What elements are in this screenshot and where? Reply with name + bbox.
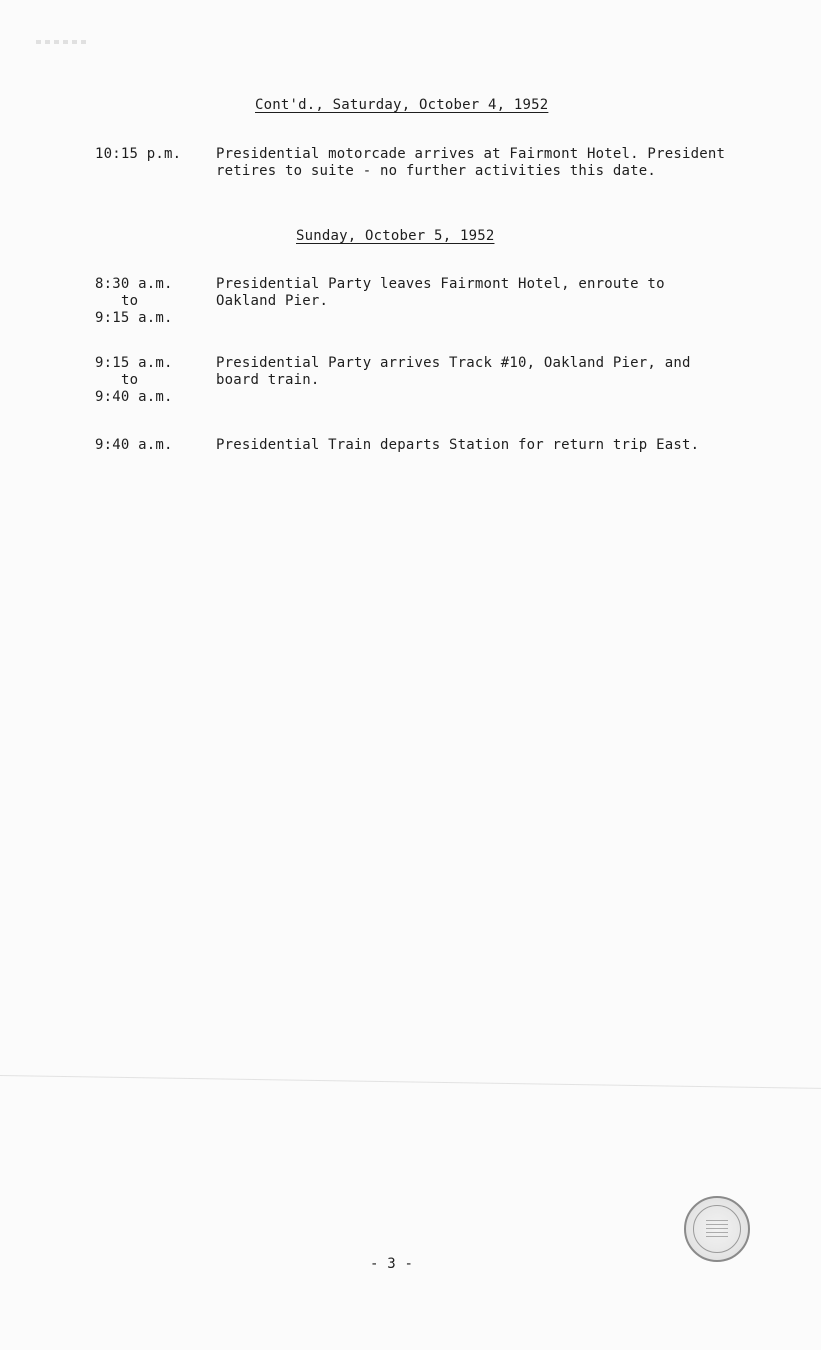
entry-description: Presidential Party leaves Fairmont Hotel, enroute to Oakland Pier.	[216, 276, 665, 309]
schedule-entry	[95, 146, 735, 180]
corner-mark	[36, 40, 90, 44]
time-start: 9:40 a.m.	[95, 437, 173, 453]
schedule-entry	[95, 276, 735, 327]
time-start: 10:15 p.m.	[95, 146, 182, 162]
section-heading-sunday: Sunday, October 5, 1952	[296, 228, 495, 244]
entry-description: Presidential Party arrives Track #10, Oakland Pier, and board train.	[216, 355, 691, 388]
section-heading-saturday: Cont'd., Saturday, October 4, 1952	[255, 97, 549, 113]
paper-fold-line	[0, 1075, 821, 1089]
schedule-entry	[95, 355, 735, 406]
entry-time	[95, 355, 216, 406]
time-end: 9:40 a.m.	[95, 389, 173, 405]
entry-time	[95, 437, 216, 454]
time-start: 9:15 a.m.	[95, 355, 173, 371]
entry-description: Presidential motorcade arrives at Fairmont Hotel. President retires to suite - no further activities this date.	[216, 146, 726, 179]
page-number: - 3 -	[370, 1256, 414, 1272]
time-end: 9:15 a.m.	[95, 310, 173, 326]
schedule-entry	[95, 437, 735, 454]
entry-time	[95, 146, 216, 180]
stamp-text-lines	[706, 1220, 728, 1238]
entry-time	[95, 276, 216, 327]
entry-description: Presidential Train departs Station for return trip East.	[216, 437, 700, 453]
time-start: 8:30 a.m.	[95, 276, 173, 292]
time-to: to	[121, 293, 139, 309]
time-to: to	[121, 372, 139, 388]
archive-seal-stamp	[684, 1196, 750, 1262]
